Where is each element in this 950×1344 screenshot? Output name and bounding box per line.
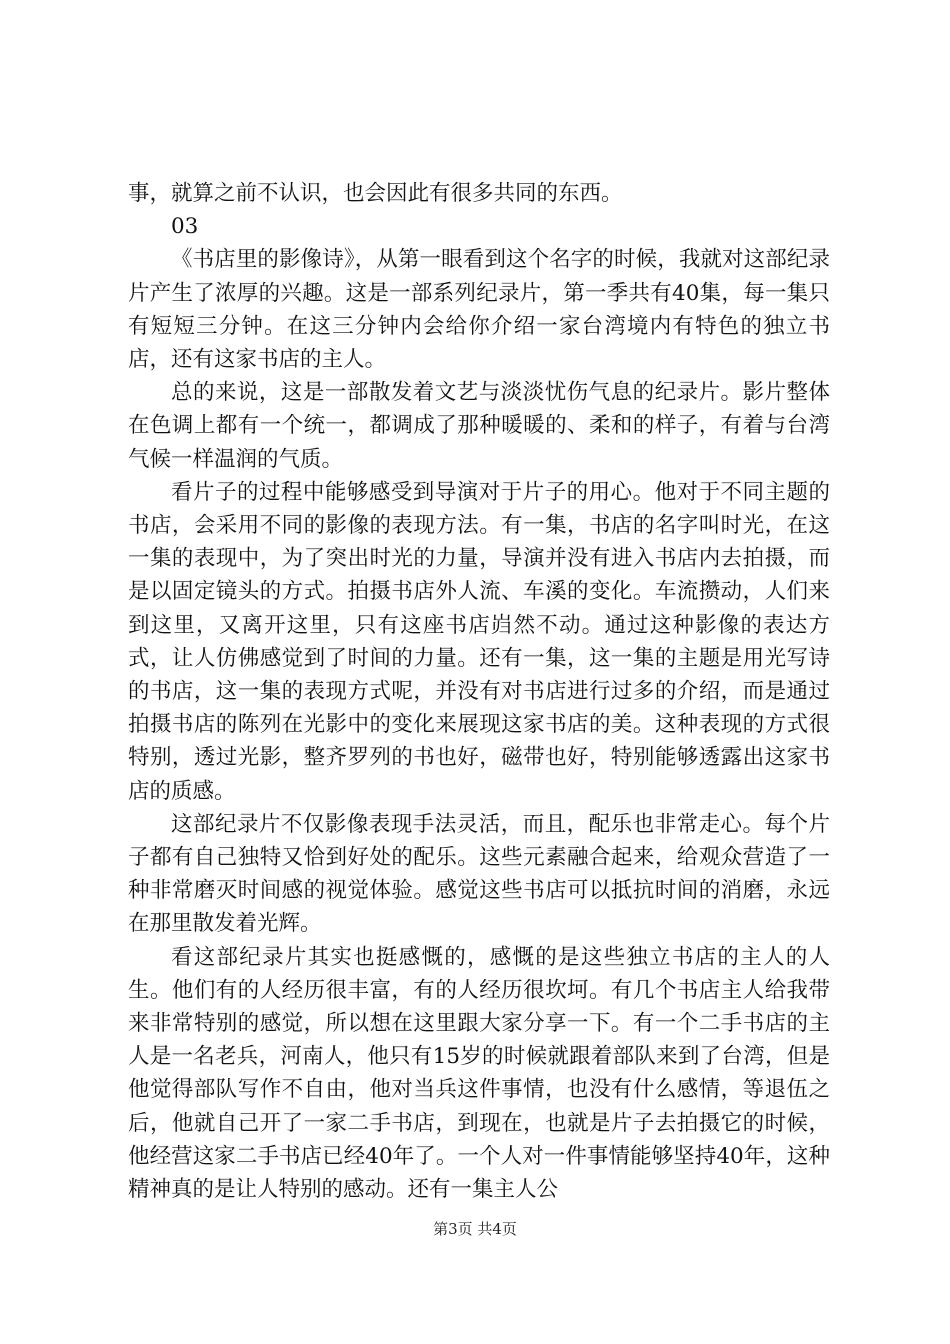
paragraph-summary: 总的来说，这是一部散发着文艺与淡淡忧伤气息的纪录片。影片整体在色调上都有一个统一，都调成了那种暖暖的、柔和的样子，有着与台湾气候一样温润的气质。 [128, 380, 830, 472]
paragraph-intro: 《书店里的影像诗》，从第一眼看到这个名字的时候，我就对这部纪录片产生了浓厚的兴趣。这是一部系列纪录片，第一季共有40集，每一集只有短短三分钟。在这三分钟内会给你介绍一家台湾境内有特色的独立书店，还有这家书店的主人。 [128, 247, 830, 373]
body-text [128, 177, 830, 1206]
page-footer: 第3页 共4页 [433, 1220, 517, 1238]
paragraph-music: 这部纪录片不仅影像表现手法灵活，而且，配乐也非常走心。每个片子都有自己独特又恰到好处的配乐。这些元素融合起来，给观众营造了一种非常磨灭时间感的视觉体验。感觉这些书店可以抵抗时间的消磨，永远在那里散发着光辉。 [128, 811, 830, 937]
paragraph-continuation: 事，就算之前不认识，也会因此有很多共同的东西。 [128, 181, 623, 206]
section-number: 03 [171, 214, 199, 240]
paragraph-director: 看片子的过程中能够感受到导演对于片子的用心。他对于不同主题的书店，会采用不同的影像的表现方法。有一集，书店的名字叫时光，在这一集的表现中，为了突出时光的力量，导演并没有进入书店内去拍摄，而是以固定镜头的方式。拍摄书店外人流、车溪的变化。车流攒动，人们来到这里，又离开这里，只有这座书店岿然不动。通过这种影像的表达方式，让人仿佛感觉到了时间的力量。还有一集，这一集的主题是用光写诗的书店，这一集的表现方式呢，并没有对书店进行过多的介绍，而是通过拍摄书店的陈列在光影中的变化来展现这家书店的美。这种表现的方式很特别，透过光影，整齐罗列的书也好，磁带也好，特别能够透露出这家书店的质感。 [128, 479, 830, 804]
paragraph-owners: 看这部纪录片其实也挺感慨的，感慨的是这些独立书店的主人的人生。他们有的人经历很丰富，有的人经历很坎坷。有几个书店主人给我带来非常特别的感觉，所以想在这里跟大家分享一下。有一个二手书店的主人是一名老兵，河南人，他只有15岁的时候就跟着部队来到了台湾，但是他觉得部队写作不自由，他对当兵这件事情，也没有什么感情，等退伍之后，他就自己开了一家二手书店，到现在，也就是片子去拍摄它的时候，他经营这家二手书店已经40年了。一个人对一件事情能够坚持40年，这种精神真的是让人特别的感动。还有一集主人公 [128, 944, 830, 1203]
